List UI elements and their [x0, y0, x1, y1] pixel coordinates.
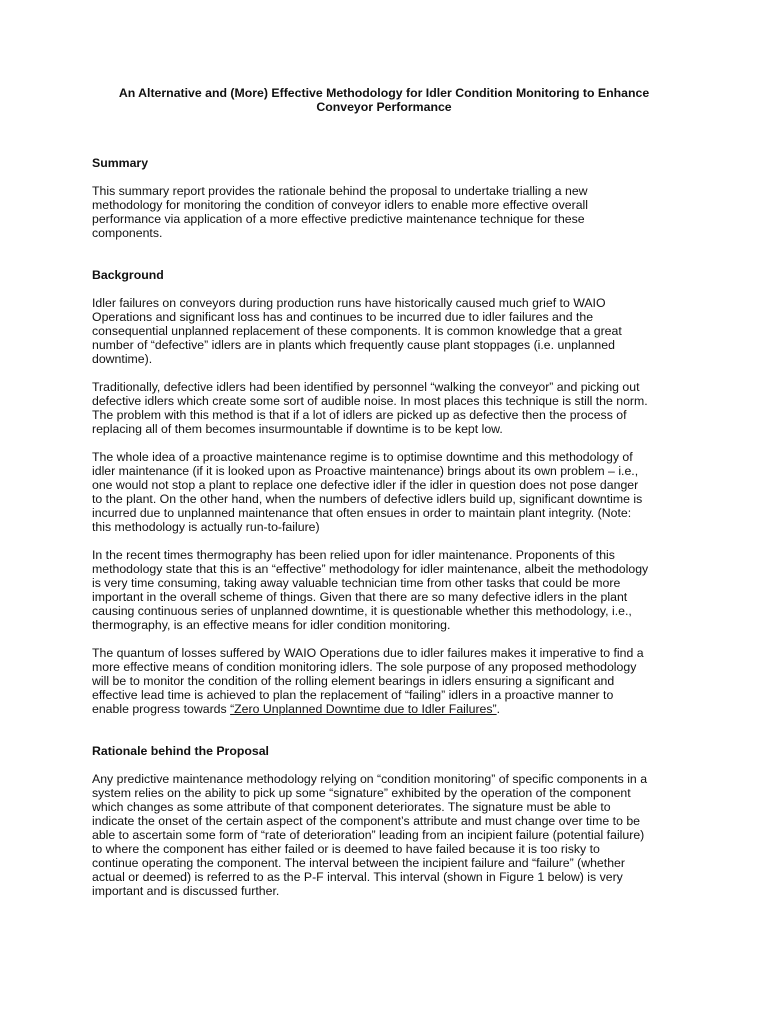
text-line: The problem with this method is that if a lot of idlers are picked up as defective then the process of [92, 408, 627, 422]
background-paragraph-2 [92, 380, 684, 436]
text-line: components. [92, 226, 163, 240]
summary-heading: Summary [92, 156, 149, 170]
background-heading: Background [92, 268, 164, 282]
text-line: to where the component has either failed or is deemed to have failed because it is too risky to [92, 842, 600, 856]
zero-downtime-link-text: “Zero Unplanned Downtime due to Idler Failures” [230, 702, 497, 716]
text-fragment: . [496, 702, 501, 716]
text-line: Operations and significant loss has and continues to be incurred due to idler failures and the [92, 310, 594, 324]
text-line: downtime). [92, 352, 153, 366]
background-paragraph-1 [92, 296, 684, 366]
text-line: to the plant. On the other hand, when the numbers of defective idlers build up, significant downtime is [92, 492, 643, 506]
text-line: continue operating the component. The interval between the incipient failure and “failure” (whether [92, 856, 625, 870]
text-line: will be to monitor the condition of the rolling element bearings in idlers ensuring a significant and [92, 674, 615, 688]
text-line: important and is discussed further. [92, 884, 280, 898]
text-line: methodology state that this is an “effective” methodology for idler maintenance, albeit the methodology [92, 562, 649, 576]
text-line: is very time consuming, taking away valuable technician time from other tasks that could be more [92, 576, 621, 590]
text-line: This summary report provides the rationale behind the proposal to undertake trialling a new [92, 184, 588, 198]
rationale-heading: Rationale behind the Proposal [92, 744, 269, 758]
rationale-paragraph [92, 772, 684, 898]
text-line: replacing all of them becomes insurmountable if downtime is to be kept low. [92, 422, 503, 436]
text-line: indicate the onset of the certain aspect of the component’s attribute and must change over time to be [92, 814, 641, 828]
summary-paragraph [92, 184, 684, 240]
text-line: performance via application of a more effective predictive maintenance technique for these [92, 212, 585, 226]
text-line: number of “defective” idlers are in plants which frequently cause plant stoppages (i.e. unplanned [92, 338, 615, 352]
title-line: An Alternative and (More) Effective Methodology for Idler Condition Monitoring to Enhance [118, 86, 650, 100]
text-line: Traditionally, defective idlers had been identified by personnel “walking the conveyor” and picking out [92, 380, 640, 394]
text-fragment: enable progress towards [92, 702, 231, 716]
text-line: Idler failures on conveyors during production runs have historically caused much grief to WAIO [92, 296, 606, 310]
text-line: this methodology is actually run-to-failure) [92, 520, 320, 534]
text-line: incurred due to unplanned maintenance that often ensues in order to maintain plant integrity. (Note: [92, 506, 632, 520]
text-line: actual or deemed) is referred to as the P-F interval. This interval (shown in Figure 1 below) is very [92, 870, 623, 884]
text-line: The quantum of losses suffered by WAIO Operations due to idler failures makes it imperative to find a [92, 646, 644, 660]
text-line: idler maintenance (if it is looked upon as Proactive maintenance) brings about its own problem – i.e., [92, 464, 639, 478]
text-line: causing continuous series of unplanned downtime, it is questionable whether this methodology, i.e., [92, 604, 632, 618]
text-line: effective lead time is achieved to plan the replacement of “failing” idlers in a proactive manner to [92, 688, 614, 702]
document-title [92, 86, 676, 114]
text-line: system relies on the ability to pick up some “signature” exhibited by the operation of the component [92, 786, 631, 800]
title-line: Conveyor Performance [316, 100, 452, 114]
text-line: which changes as some attribute of that component deteriorates. The signature must be able to [92, 800, 611, 814]
text-line: one would not stop a plant to replace one defective idler if the idler in question does not pose danger [92, 478, 639, 492]
background-paragraph-5 [92, 646, 684, 716]
background-paragraph-3 [92, 450, 684, 534]
text-line: The whole idea of a proactive maintenance regime is to optimise downtime and this methodology of [92, 450, 633, 464]
text-line: able to ascertain some form of “rate of deterioration” leading from an incipient failure (potential failure) [92, 828, 645, 842]
text-line: thermography, is an effective means for idler condition monitoring. [92, 618, 451, 632]
background-paragraph-4 [92, 548, 684, 632]
text-line [92, 702, 684, 716]
text-line: Any predictive maintenance methodology relying on “condition monitoring” of specific components in a [92, 772, 648, 786]
text-line: more effective means of condition monitoring idlers. The sole purpose of any proposed methodology [92, 660, 637, 674]
text-line: defective idlers which create some sort of audible noise. In most places this technique is still the norm. [92, 394, 648, 408]
text-line: consequential unplanned replacement of these components. It is common knowledge that a great [92, 324, 622, 338]
text-line: In the recent times thermography has been relied upon for idler maintenance. Proponents of this [92, 548, 615, 562]
text-line: methodology for monitoring the condition of conveyor idlers to enable more effective overall [92, 198, 589, 212]
text-line: important in the overall scheme of things. Given that there are so many defective idlers in the plant [92, 590, 628, 604]
